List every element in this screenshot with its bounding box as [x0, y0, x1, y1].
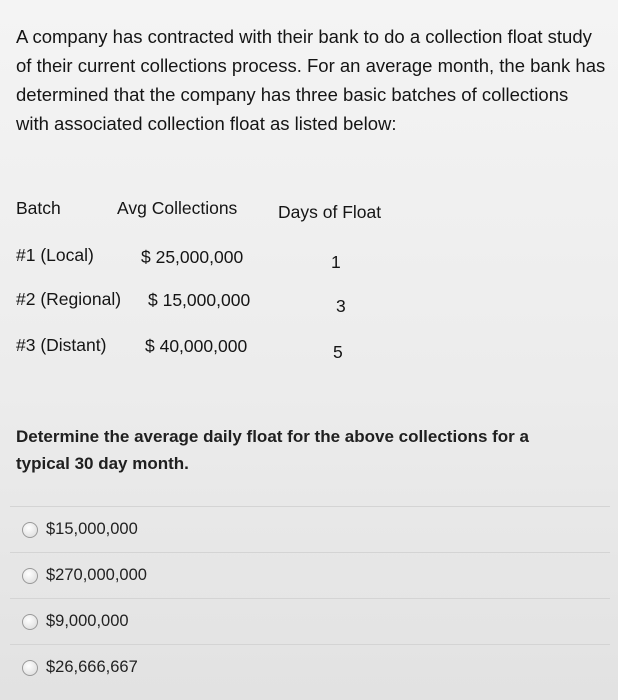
header-days-of-float: Days of Float [278, 202, 382, 222]
row-1-amount: $ 25,000,000 [141, 247, 244, 267]
header-avg-collections: Avg Collections [117, 198, 238, 218]
radio-button-icon[interactable] [22, 614, 38, 630]
answer-option-2[interactable] [10, 552, 610, 598]
answer-option-label: $26,666,667 [46, 658, 138, 676]
answer-option-label: $270,000,000 [46, 566, 147, 584]
answer-option-label: $15,000,000 [46, 520, 138, 538]
radio-button-icon[interactable] [22, 522, 38, 538]
row-3-days: 5 [333, 342, 343, 362]
row-3-amount: $ 40,000,000 [145, 336, 248, 356]
answer-option-1[interactable] [10, 506, 610, 552]
answer-option-4[interactable] [10, 644, 610, 690]
problem-statement: A company has contracted with their bank to do a collection float study of their current collections process. For an average month, the bank has determined that the company has three basic batches of collections with associated collection float as listed below: [16, 26, 606, 134]
row-2-days: 3 [336, 296, 346, 316]
header-batch: Batch [16, 198, 61, 218]
radio-button-icon[interactable] [22, 568, 38, 584]
row-3-batch: #3 (Distant) [16, 335, 107, 355]
row-1-batch: #1 (Local) [16, 245, 94, 265]
answer-option-3[interactable] [10, 598, 610, 644]
row-1-days: 1 [331, 252, 341, 272]
question-text: Determine the average daily float for the above collections for a typical 30 day month. [16, 427, 529, 473]
answer-option-label: $9,000,000 [46, 612, 129, 630]
radio-button-icon[interactable] [22, 660, 38, 676]
row-2-amount: $ 15,000,000 [148, 290, 251, 310]
row-2-batch: #2 (Regional) [16, 289, 122, 309]
